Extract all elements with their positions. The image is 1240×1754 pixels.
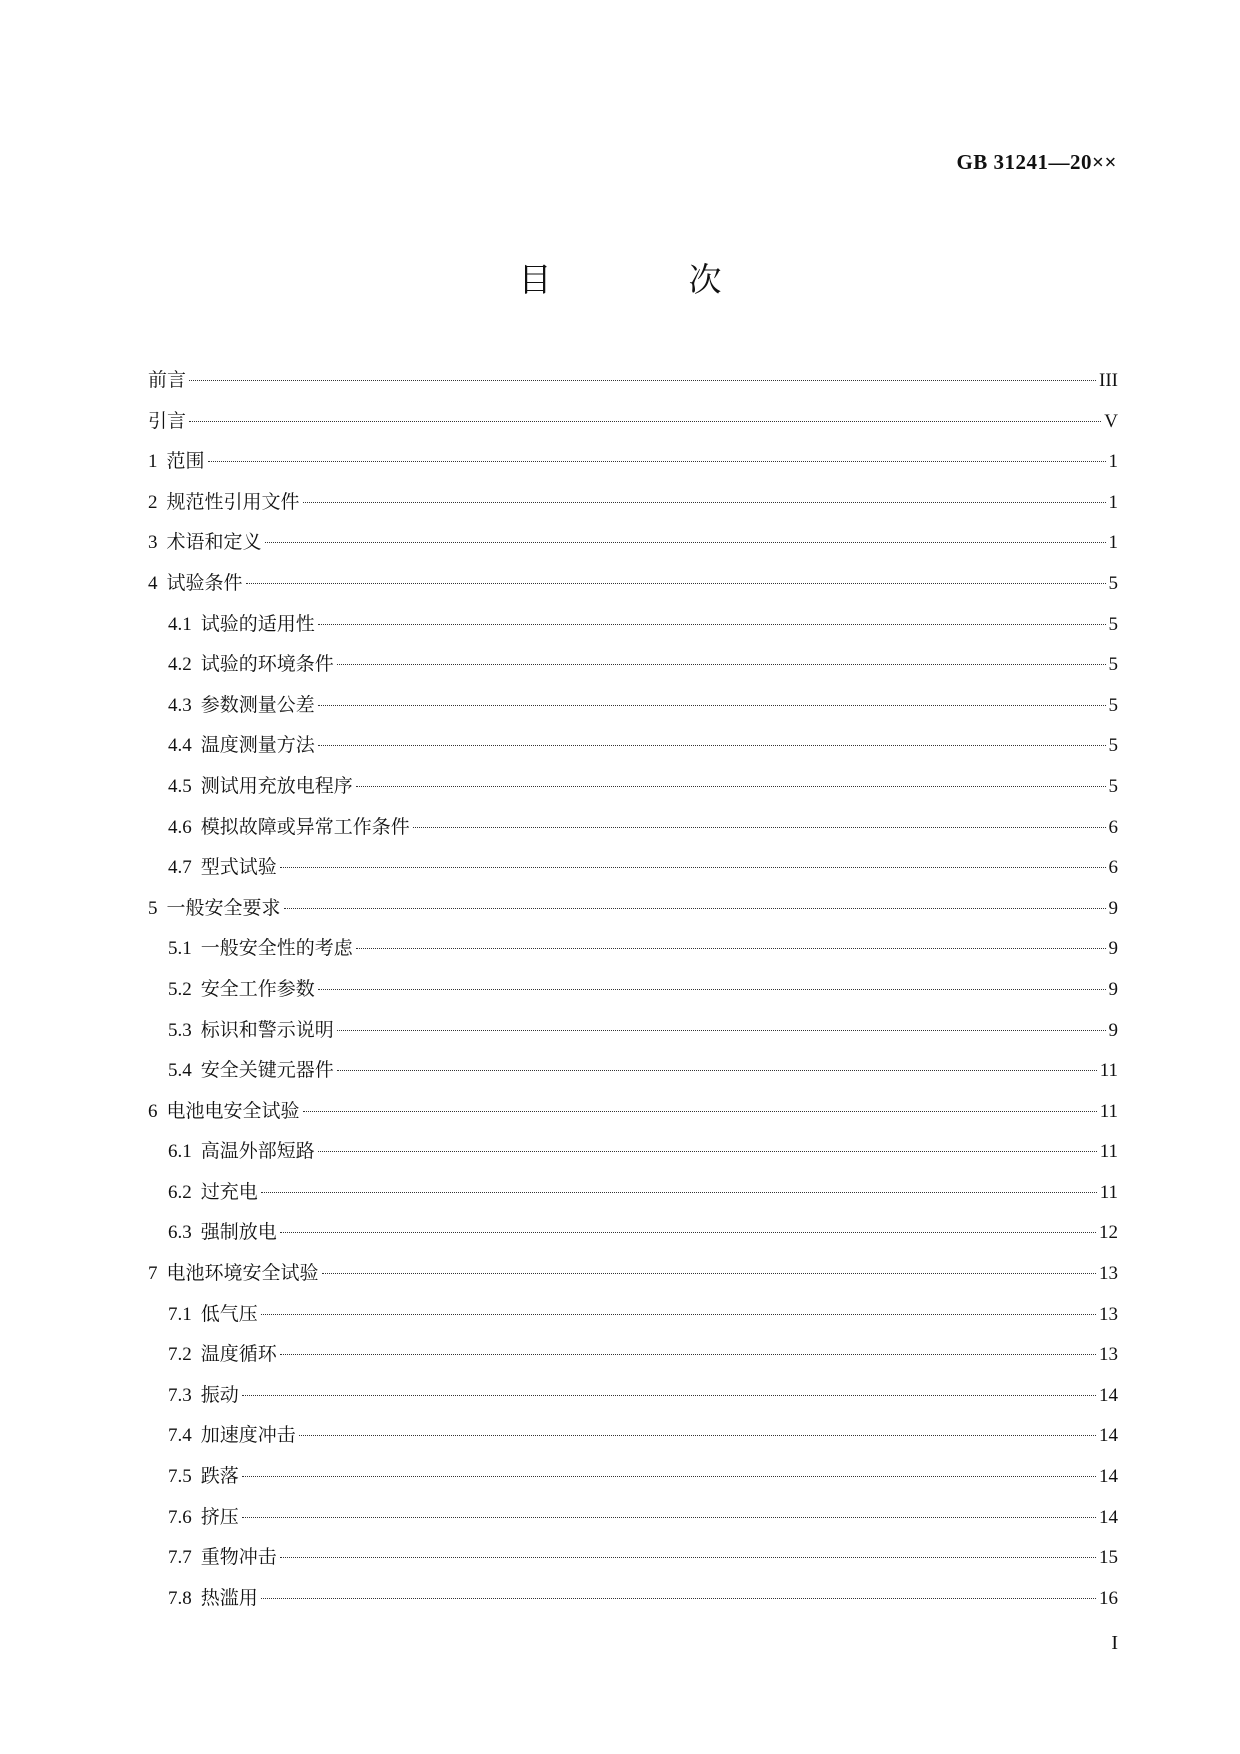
toc-entry[interactable] [148, 1578, 1118, 1619]
toc-entry[interactable] [148, 725, 1118, 766]
toc-entry-page: 11 [1099, 1060, 1118, 1082]
toc-entry-page: 9 [1108, 1019, 1118, 1041]
dot-leader [261, 1314, 1096, 1315]
toc-entry-title: 安全关键元器件 [200, 1059, 334, 1082]
toc-entry-number: 7.7 [168, 1547, 192, 1569]
toc-entry[interactable] [148, 766, 1118, 807]
toc-entry[interactable] [148, 969, 1118, 1010]
toc-entry-number: 7.8 [168, 1587, 192, 1609]
toc-entry[interactable] [148, 1212, 1118, 1253]
toc-entry[interactable] [148, 1415, 1118, 1456]
toc-entry[interactable] [148, 522, 1118, 563]
toc-entry-number: 7.3 [168, 1384, 192, 1406]
toc-entry[interactable] [148, 807, 1118, 848]
toc-entry[interactable] [148, 1537, 1118, 1578]
toc-entry-title: 参数测量公差 [200, 693, 315, 716]
toc-entry-number: 7.2 [168, 1344, 192, 1366]
toc-entry-title: 一般安全性的考虑 [200, 937, 353, 960]
toc-entry-title: 加速度冲击 [200, 1424, 296, 1447]
toc-entry-title: 前言 [148, 369, 187, 391]
dot-leader [280, 1557, 1096, 1558]
toc-entry-page: 14 [1099, 1384, 1118, 1406]
dot-leader [356, 948, 1106, 949]
dot-leader [356, 786, 1106, 787]
toc-entry-number: 5.4 [168, 1060, 192, 1082]
table-of-contents [148, 360, 1118, 1618]
dot-leader [189, 421, 1101, 422]
toc-entry-page: 1 [1108, 491, 1118, 513]
toc-entry[interactable] [148, 1294, 1118, 1335]
toc-entry-number: 5 [148, 897, 158, 919]
toc-entry-number: 4.7 [168, 857, 192, 879]
toc-entry-number: 7 [148, 1263, 158, 1285]
document-code: GB 31241—20×× [956, 150, 1117, 174]
toc-entry-title: 重物冲击 [200, 1546, 277, 1569]
dot-leader [242, 1517, 1096, 1518]
toc-entry[interactable] [148, 401, 1118, 442]
toc-entry-title: 热滥用 [200, 1586, 258, 1609]
dot-leader [337, 1030, 1106, 1031]
toc-entry-page: 14 [1099, 1506, 1118, 1528]
dot-leader [189, 380, 1096, 381]
toc-entry-page: 11 [1099, 1100, 1118, 1122]
dot-leader [261, 1598, 1096, 1599]
dot-leader [246, 583, 1106, 584]
toc-entry-page: 5 [1108, 775, 1118, 797]
toc-entry-title: 规范性引用文件 [166, 490, 300, 513]
toc-entry-title: 高温外部短路 [200, 1140, 315, 1163]
toc-entry-page: 6 [1108, 816, 1118, 838]
toc-entry-page: 14 [1099, 1466, 1118, 1488]
toc-entry[interactable] [148, 1497, 1118, 1538]
toc-entry[interactable] [148, 1253, 1118, 1294]
toc-entry-page: 9 [1108, 897, 1118, 919]
toc-entry[interactable] [148, 1050, 1118, 1091]
toc-entry-number: 2 [148, 491, 158, 513]
toc-entry-title: 电池环境安全试验 [166, 1262, 319, 1285]
dot-leader [318, 989, 1106, 990]
toc-entry-title: 标识和警示说明 [200, 1018, 334, 1041]
toc-entry-number: 5.1 [168, 938, 192, 960]
toc-entry[interactable] [148, 441, 1118, 482]
toc-entry[interactable] [148, 1456, 1118, 1497]
toc-entry-number: 6.3 [168, 1222, 192, 1244]
toc-entry-title: 范围 [166, 450, 205, 473]
toc-entry-page: 16 [1099, 1587, 1118, 1609]
toc-entry[interactable] [148, 360, 1118, 401]
toc-entry-title: 试验条件 [166, 571, 243, 594]
toc-entry-title: 跌落 [200, 1465, 239, 1488]
dot-leader [337, 664, 1106, 665]
toc-entry-page: 5 [1108, 572, 1118, 594]
toc-entry[interactable] [148, 1131, 1118, 1172]
toc-entry-page: 5 [1108, 654, 1118, 676]
dot-leader [318, 745, 1106, 746]
toc-entry-page: 13 [1099, 1344, 1118, 1366]
toc-entry[interactable] [148, 1334, 1118, 1375]
toc-entry-number: 4.5 [168, 775, 192, 797]
toc-entry-page: 5 [1108, 694, 1118, 716]
toc-entry-page: 6 [1108, 857, 1118, 879]
toc-entry-number: 5.2 [168, 978, 192, 1000]
toc-entry-title: 挤压 [200, 1505, 239, 1528]
toc-entry-page: 5 [1108, 613, 1118, 635]
dot-leader [284, 908, 1106, 909]
toc-entry-number: 7.1 [168, 1303, 192, 1325]
dot-leader [322, 1273, 1096, 1274]
dot-leader [303, 1111, 1097, 1112]
toc-entry-page: 1 [1108, 532, 1118, 554]
dot-leader [242, 1395, 1096, 1396]
dot-leader [280, 867, 1106, 868]
dot-leader [318, 1151, 1097, 1152]
toc-entry-number: 3 [148, 532, 158, 554]
toc-entry-number: 7.5 [168, 1466, 192, 1488]
toc-entry[interactable] [148, 928, 1118, 969]
toc-entry-number: 4 [148, 572, 158, 594]
toc-entry-page: V [1104, 410, 1118, 432]
toc-entry[interactable] [148, 847, 1118, 888]
dot-leader [280, 1354, 1096, 1355]
toc-entry-title: 温度循环 [200, 1343, 277, 1366]
dot-leader [280, 1232, 1096, 1233]
toc-entry-title: 安全工作参数 [200, 977, 315, 1000]
toc-entry-page: 13 [1099, 1303, 1118, 1325]
dot-leader [242, 1476, 1096, 1477]
toc-entry-title: 测试用充放电程序 [200, 774, 353, 797]
toc-entry-number: 4.4 [168, 735, 192, 757]
toc-entry-number: 4.2 [168, 654, 192, 676]
toc-entry-title: 振动 [200, 1383, 239, 1406]
toc-entry[interactable] [148, 1172, 1118, 1213]
toc-entry-page: 13 [1099, 1263, 1118, 1285]
toc-entry-page: 9 [1108, 978, 1118, 1000]
toc-entry-title: 术语和定义 [166, 531, 262, 554]
toc-entry-title: 强制放电 [200, 1221, 277, 1244]
dot-leader [337, 1070, 1097, 1071]
dot-leader [299, 1435, 1096, 1436]
toc-entry-page: 11 [1099, 1141, 1118, 1163]
toc-entry-title: 引言 [148, 409, 187, 432]
toc-entry[interactable] [148, 604, 1118, 645]
dot-leader [261, 1192, 1097, 1193]
toc-entry-title: 型式试验 [200, 856, 277, 879]
dot-leader [318, 705, 1106, 706]
dot-leader [413, 827, 1106, 828]
toc-entry-number: 4.3 [168, 694, 192, 716]
toc-entry[interactable] [148, 563, 1118, 604]
dot-leader [265, 542, 1106, 543]
toc-entry-page: 14 [1099, 1425, 1118, 1447]
toc-entry-number: 6.2 [168, 1181, 192, 1203]
toc-entry-title: 试验的适用性 [200, 612, 315, 635]
toc-entry-page: 15 [1099, 1547, 1118, 1569]
toc-entry-page: 5 [1108, 735, 1118, 757]
dot-leader [318, 624, 1106, 625]
toc-entry-number: 1 [148, 451, 158, 473]
page-title: 目 次 [518, 260, 774, 299]
toc-entry-title: 过充电 [200, 1180, 258, 1203]
toc-entry-title: 电池电安全试验 [166, 1099, 300, 1122]
toc-entry-page: 1 [1108, 451, 1118, 473]
toc-entry[interactable] [148, 1010, 1118, 1051]
toc-entry-number: 6.1 [168, 1141, 192, 1163]
dot-leader [208, 461, 1106, 462]
toc-entry-page: 9 [1108, 938, 1118, 960]
toc-entry-number: 4.1 [168, 613, 192, 635]
toc-entry-number: 4.6 [168, 816, 192, 838]
toc-entry-title: 低气压 [200, 1302, 258, 1325]
toc-entry[interactable] [148, 1375, 1118, 1416]
toc-entry-title: 模拟故障或异常工作条件 [200, 815, 410, 838]
toc-entry-number: 5.3 [168, 1019, 192, 1041]
toc-entry[interactable] [148, 1091, 1118, 1132]
dot-leader [303, 502, 1106, 503]
toc-entry-number: 6 [148, 1100, 158, 1122]
toc-entry[interactable] [148, 685, 1118, 726]
toc-entry[interactable] [148, 888, 1118, 929]
page-number: I [1111, 1632, 1118, 1654]
toc-entry[interactable] [148, 644, 1118, 685]
toc-entry-page: 11 [1099, 1181, 1118, 1203]
toc-entry-page: III [1099, 370, 1118, 391]
toc-entry-title: 一般安全要求 [166, 896, 281, 919]
toc-entry-number: 7.6 [168, 1506, 192, 1528]
toc-entry-number: 7.4 [168, 1425, 192, 1447]
toc-entry-page: 12 [1099, 1222, 1118, 1244]
toc-entry-title: 温度测量方法 [200, 734, 315, 757]
toc-entry[interactable] [148, 482, 1118, 523]
toc-entry-title: 试验的环境条件 [200, 653, 334, 676]
